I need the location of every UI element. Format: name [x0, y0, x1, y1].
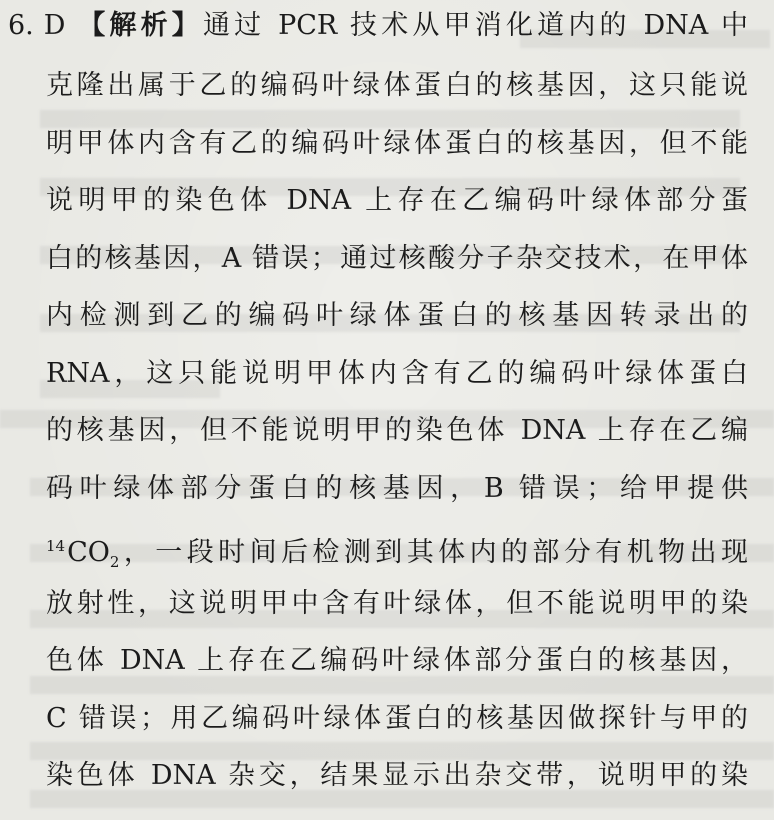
- co2-formula: CO: [67, 537, 110, 568]
- answer-line-12: 色体 DNA 上存在乙编码叶绿体部分蛋白的核基因，: [46, 645, 748, 676]
- answer-line-14: 染色体 DNA 杂交，结果显示出杂交带，说明甲的染: [46, 760, 748, 791]
- answer-line-6: 内检测到乙的编码叶绿体蛋白的核基因转录出的: [46, 300, 748, 331]
- isotope-superscript: 14: [46, 537, 66, 555]
- answer-line-5: 白的核基因，A 错误；通过核酸分子杂交技术，在甲体: [46, 243, 748, 274]
- answer-line-9: 码叶绿体部分蛋白的核基因，B 错误；给甲提供: [46, 473, 748, 504]
- answer-line-4: 说明甲的染色体 DNA 上存在乙编码叶绿体部分蛋: [46, 185, 748, 216]
- answer-line-1: [8, 6, 748, 46]
- answer-line-10: [46, 526, 748, 571]
- answer-line-13: C 错误；用乙编码叶绿体蛋白的核基因做探针与甲的: [46, 703, 748, 734]
- answer-letter: D: [43, 10, 66, 41]
- answer-line-3: 明甲体内含有乙的编码叶绿体蛋白的核基因，但不能: [46, 128, 748, 159]
- analysis-tag: 【解析】: [78, 10, 203, 41]
- line-10-text: ，一段时间后检测到其体内的部分有机物出现: [119, 537, 748, 568]
- answer-line-7: RNA，这只能说明甲体内含有乙的编码叶绿体蛋白: [46, 358, 748, 389]
- question-number: 6.: [8, 10, 34, 41]
- co2-subscript: 2: [109, 553, 120, 571]
- answer-line-8: 的核基因，但不能说明甲的染色体 DNA 上存在乙编: [46, 415, 748, 446]
- answer-line-11: 放射性，这说明甲中含有叶绿体，但不能说明甲的染: [46, 588, 748, 619]
- answer-line-2: 克隆出属于乙的编码叶绿体蛋白的核基因，这只能说: [46, 70, 748, 101]
- line-1-text: 通过 PCR 技术从甲消化道内的 DNA 中: [202, 10, 748, 41]
